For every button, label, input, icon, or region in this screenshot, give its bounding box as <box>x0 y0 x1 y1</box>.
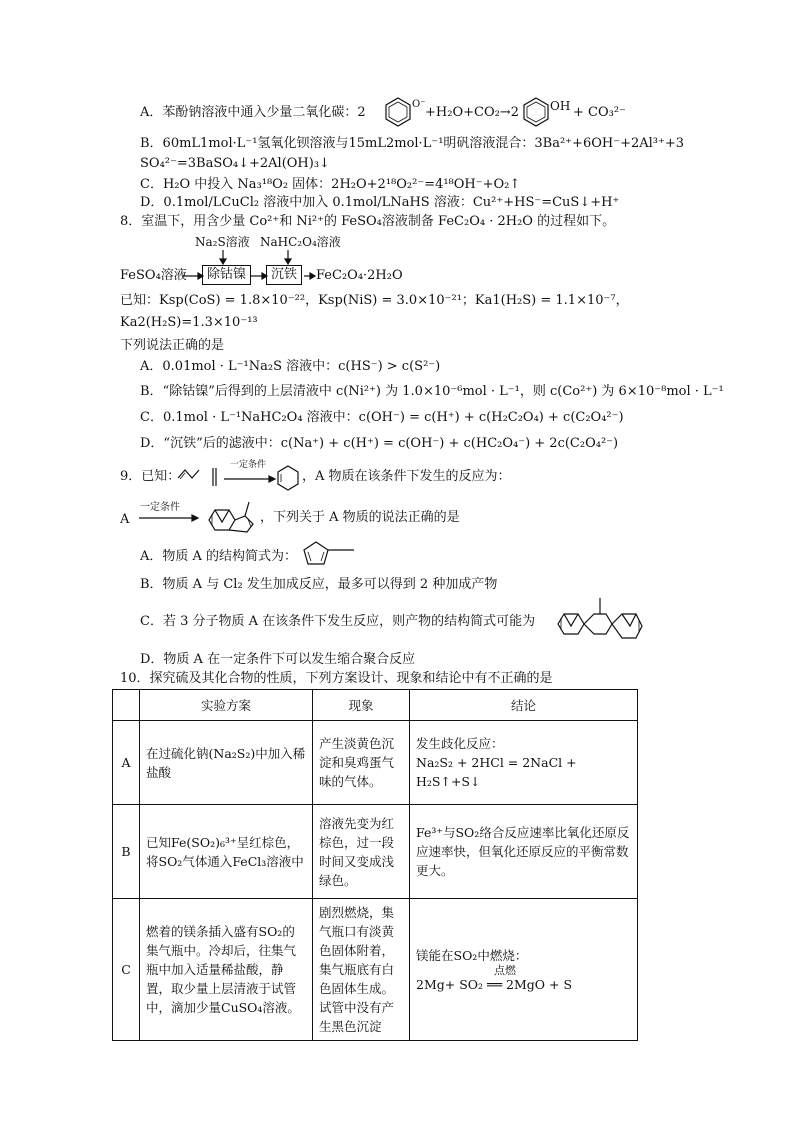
q9-line2: ，下列关于 A 物质的说法正确的是 <box>260 510 460 525</box>
conclusion-line2: Na₂S₂ + 2HCl = 2NaCl + H₂S↑+S↓ <box>416 755 577 789</box>
q9-condition-label-2: 一定条件 <box>140 502 180 513</box>
row-plan: 在过硫化钠(Na₂S₂)中加入稀盐酸 <box>140 721 313 805</box>
row-label: B <box>113 805 140 899</box>
methylcyclopentadiene-icon <box>302 538 362 572</box>
q8-known-line2: Ka2(H₂S)=1.3×10⁻¹³ <box>120 315 258 330</box>
ignition-condition: 点燃 <box>494 963 516 977</box>
row-plan: 已知Fe(SO₂)₆³⁺呈红棕色，将SO₂气体通入FeCl₃溶液中 <box>140 805 313 899</box>
q8-option-b: B．“除钴镍”后得到的上层清液中 c(Ni²⁺) 为 1.0×10⁻⁶mol · L⁻¹，则 c(Co²⁺) 为 6×10⁻⁸mol · L⁻¹ <box>140 384 724 399</box>
table-row <box>113 899 638 1041</box>
q9-option-b: B．物质 A 与 Cl₂ 发生加成反应，最多可以得到 2 种加成产物 <box>140 577 498 592</box>
row-conclusion <box>410 899 638 1041</box>
q8-step-remove-co-ni: 除钴镍 <box>202 265 251 285</box>
row-phenomenon: 产生淡黄色沉淀和臭鸡蛋气味的气体。 <box>313 721 410 805</box>
q7-option-b-line1: B．60mL1mol·L⁻¹氢氧化钡溶液与15mL2mol·L⁻¹明矾溶液混合：3Ba²⁺+6OH⁻+2Al³⁺+3 <box>140 136 685 151</box>
row-label: C <box>113 899 140 1041</box>
dicyclopentadiene-reaction-icon <box>137 498 277 542</box>
q10-experiment-table <box>112 689 638 1041</box>
table-row <box>113 721 638 805</box>
q8-known-line1: 已知：Ksp(CoS) = 1.8×10⁻²²，Ksp(NiS) = 3.0×10⁻²¹；Ka1(H₂S) = 1.1×10⁻⁷， <box>120 293 629 308</box>
row-plan: 燃着的镁条插入盛有SO₂的集气瓶中。冷却后，往集气瓶中加入适量稀盐酸，静置，取少量上层清液于试管中，滴加少量CuSO₄溶液。 <box>140 899 313 1041</box>
q8-product: FeC₂O₄·2H₂O <box>316 268 403 283</box>
header-phenomenon: 现象 <box>313 690 410 721</box>
q7-option-a-text: A．苯酚钠溶液中通入少量二氧化碳：2 <box>140 105 366 120</box>
q7-option-a-end: + CO₃²⁻ <box>573 105 626 120</box>
trimer-structure-icon <box>556 594 656 650</box>
q9-stem-pre: 9．已知： <box>120 469 181 484</box>
conclusion-line2: 2Mg+ SO₂ ══ 2MgO + S <box>416 976 573 992</box>
q7-option-c: C．H₂O 中投入 Na₃¹⁸O₂ 固体：2H₂O+2¹⁸O₂²⁻=4¹⁸OH⁻+O₂↑ <box>140 177 521 192</box>
q9-a-label: A <box>120 512 130 527</box>
row-label: A <box>113 721 140 805</box>
header-plan: 实验方案 <box>140 690 313 721</box>
q8-stem: 8．室温下，用含少量 Co²⁺和 Ni²⁺的 FeSO₄溶液制备 FeC₂O₄ · 2H₂O 的过程如下。 <box>120 214 616 229</box>
q9-option-d: D．物质 A 在一定条件下可以发生缩合聚合反应 <box>140 652 416 667</box>
q8-reagent-na2s: Na₂S溶液 <box>195 235 250 249</box>
q8-option-d: D．“沉铁”后的滤液中：c(Na⁺) + c(H⁺) = c(OH⁻) + c(HC₂O₄⁻) + 2c(C₂O₄²⁻) <box>140 436 619 451</box>
table-header-row <box>113 690 638 721</box>
q8-ask: 下列说法正确的是 <box>120 338 225 353</box>
header-label-col <box>113 690 140 721</box>
q7-option-a-mid: +H₂O+CO₂→2 <box>425 105 519 120</box>
q10-stem: 10．探究硫及其化合物的性质，下列方案设计、现象和结论中有不正确的是 <box>120 671 553 686</box>
q9-stem-post: ，A 物质在该条件下发生的反应为： <box>302 469 511 484</box>
q8-step-precipitate-fe: 沉铁 <box>266 265 302 285</box>
q8-option-a: A．0.01mol · L⁻¹Na₂S 溶液中：c(HS⁻) > c(S²⁻) <box>140 359 441 374</box>
q8-start-solution: FeSO₄溶液 <box>120 268 187 283</box>
row-phenomenon: 溶液先变为红棕色，过一段时间又变成浅绿色。 <box>313 805 410 899</box>
conclusion-line1: 发生歧化反应： <box>416 736 504 751</box>
table-row <box>113 805 638 899</box>
q8-reagent-nahc2o4: NaHC₂O₄溶液 <box>260 235 341 249</box>
conclusion-equation <box>416 965 631 994</box>
q7-option-d: D．0.1mol/LCuCl₂ 溶液中加入 0.1mol/LNaHS 溶液：Cu²⁺+HS⁻=CuS↓+H⁺ <box>140 195 620 210</box>
q9-option-c: C．若 3 分子物质 A 在该条件下发生反应，则产物的结构简式可能为 <box>140 614 536 629</box>
row-phenomenon: 剧烈燃烧，集气瓶口有淡黄色固体附着，集气瓶底有白色固体生成。试管中没有产生黑色沉淀 <box>313 899 410 1041</box>
q8-option-c: C．0.1mol · L⁻¹NaHC₂O₄ 溶液中：c(OH⁻) = c(H⁺) + c(H₂C₂O₄) + c(C₂O₄²⁻) <box>140 410 624 425</box>
q9-option-a: A．物质 A 的结构简式为： <box>140 549 298 564</box>
q9-condition-label: 一定条件 <box>230 460 267 470</box>
q7-phenoxide-o: O⁻ <box>412 99 426 110</box>
row-conclusion: Fe³⁺与SO₂络合反应速率比氧化还原反应速率快，但氧化还原反应的平衡常数更大。 <box>410 805 638 899</box>
row-conclusion <box>410 721 638 805</box>
header-conclusion: 结论 <box>410 690 638 721</box>
q7-phenol-oh: OH <box>550 99 571 113</box>
q7-option-b-line2: SO₄²⁻=3BaSO₄↓+2Al(OH)₃↓ <box>140 156 330 171</box>
conclusion-line1: 镁能在SO₂中燃烧： <box>416 947 528 963</box>
